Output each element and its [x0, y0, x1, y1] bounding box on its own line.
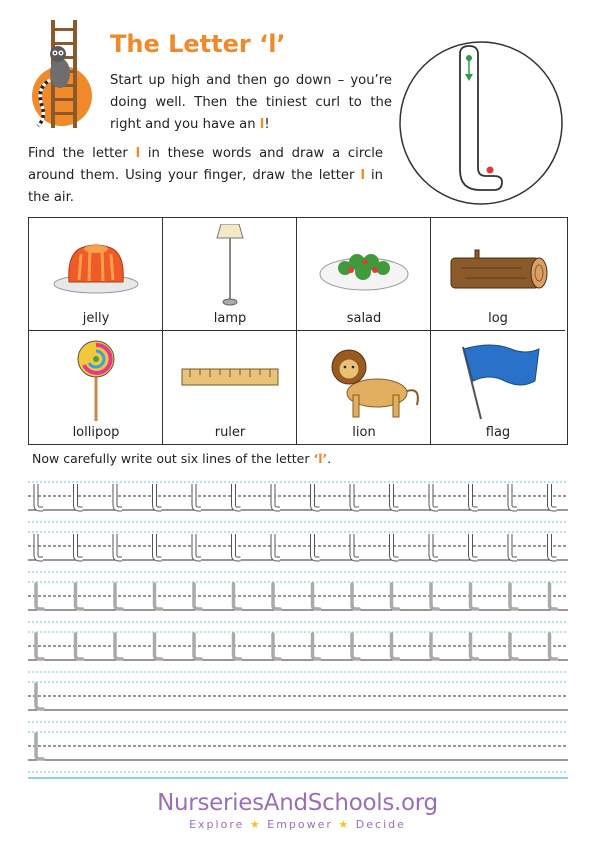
flag-icon [431, 337, 565, 423]
task-text [28, 143, 383, 209]
brand-logo-text: NurseriesAndSchools.org [157, 790, 438, 816]
log-icon [431, 224, 565, 310]
ruler-icon [163, 337, 297, 423]
picture-grid [28, 217, 568, 445]
picture-cell [297, 331, 431, 444]
picture-cell [163, 218, 297, 331]
tag-empower: Empower [267, 818, 333, 831]
tag-decide: Decide [355, 818, 406, 831]
picture-label: jelly [82, 311, 110, 326]
picture-label: ruler [214, 425, 246, 440]
picture-label: salad [346, 311, 382, 326]
picture-cell [29, 331, 163, 444]
jelly-icon [29, 224, 163, 310]
page-title: The Letter ‘l’ [110, 30, 286, 58]
picture-cell [431, 331, 565, 444]
star-icon: ★ [338, 818, 351, 831]
lion-icon [297, 337, 431, 423]
intro-end: ! [264, 117, 270, 132]
picture-cell [163, 331, 297, 444]
task-part1: Find the letter [28, 146, 136, 161]
picture-label: lion [352, 425, 376, 440]
writing-instruction-letter: ‘l’ [313, 451, 328, 466]
intro-letter: l [259, 117, 265, 132]
salad-icon [297, 224, 431, 310]
task-letter-1: l [135, 146, 141, 161]
intro-main: Start up high and then go down – you’re doing well. Then the tiniest curl to the right and you have an [110, 73, 392, 132]
lemur-ladder-icon [18, 18, 108, 130]
picture-label: lollipop [72, 425, 120, 440]
footer [0, 790, 595, 831]
writing-instruction [32, 451, 331, 466]
writing-instruction-text: Now carefully write out six lines of the letter [32, 451, 314, 466]
tag-explore: Explore [189, 818, 245, 831]
writing-instruction-end: . [327, 451, 332, 466]
picture-label: flag [485, 425, 511, 440]
picture-label: log [488, 311, 508, 326]
star-icon: ★ [249, 818, 262, 831]
letter-formation-guide-icon [398, 40, 564, 206]
task-part3: in the air. [28, 168, 384, 205]
picture-cell [431, 218, 565, 331]
lollipop-icon [29, 337, 163, 423]
picture-cell [29, 218, 163, 331]
intro-text [110, 70, 392, 136]
brand-tagline [0, 818, 595, 831]
task-letter-2: l [360, 168, 365, 183]
task-part2: in these words and draw a circle around them. Using your finger, draw the letter [28, 146, 383, 183]
picture-cell [297, 218, 431, 331]
lamp-icon [163, 224, 297, 310]
handwriting-practice-area[interactable] [28, 478, 568, 788]
picture-label: lamp [213, 311, 247, 326]
